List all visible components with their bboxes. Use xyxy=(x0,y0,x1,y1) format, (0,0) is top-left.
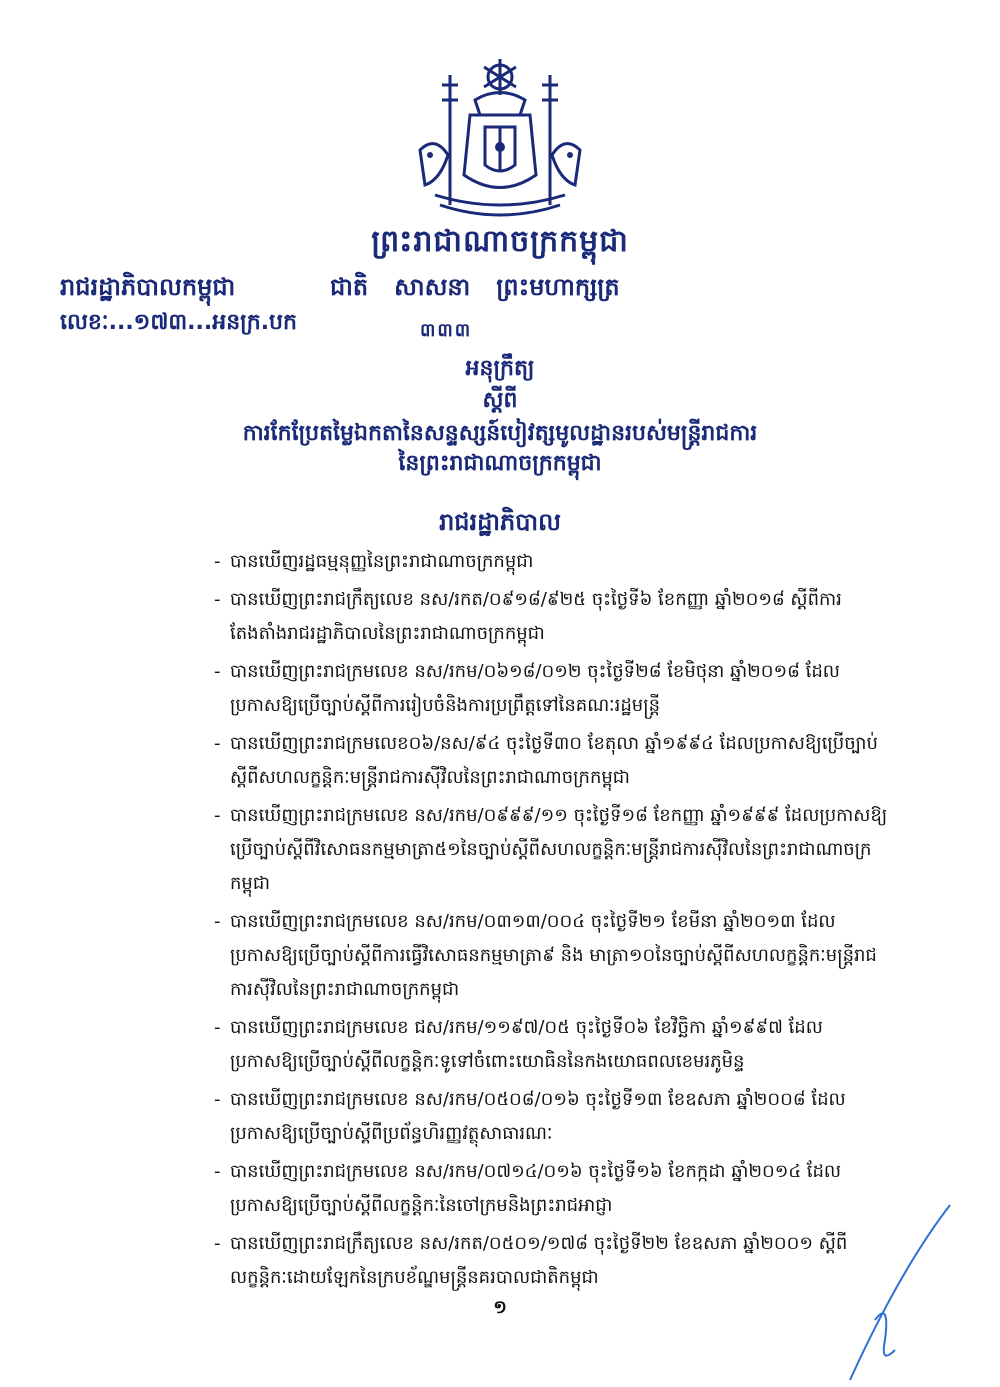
list-item: - បានឃើញព្រះរាជក្រមលេខ នស/រកម/០៧១៤/០១៦ ចុះថ្ងៃទី១៦ ខែកក្កដា ឆ្នាំ២០១៤ ដែលប្រកាសឱ្យប្រើច្បាប់ស្តីពីលក្ខន្តិកៈនៃចៅក្រមនិងព្រះរាជអាជ្ញា xyxy=(218,1155,888,1223)
list-item: - បានឃើញព្រះរាជក្រមលេខ នស/រកម/០៣១៣/០០៤ ចុះថ្ងៃទី២១ ខែមីនា ឆ្នាំ២០១៣ ដែលប្រកាសឱ្យប្រើច្បាប់ស្តីពីការធ្វើវិសោធនកម្មមាត្រា៩ និង មាត្រា១០នៃច្បាប់ស្តីពីសហលក្ខន្តិកៈមន្ត្រីរាជការស៊ីវិលនៃព្រះរាជាណាចក្រកម្ពុជា xyxy=(218,905,888,1007)
motto-king: ព្រះមហាក្សត្រ xyxy=(496,273,620,301)
document-about: ស្តីពី xyxy=(482,388,518,413)
kingdom-heading: ព្រះរាជាណាចក្រកម្ពុជា xyxy=(371,224,629,259)
document-subject-line-2: នៃព្រះរាជាណាចក្រកម្ពុជា xyxy=(398,451,602,476)
motto-divider-ornament: ៣៣៣ xyxy=(420,320,473,341)
section-heading: រាជរដ្ឋាភិបាល xyxy=(439,508,561,536)
list-item: - បានឃើញព្រះរាជក្រឹត្យលេខ នស/រកត/០៩១៨/៩២៥ ចុះថ្ងៃទី៦ ខែកញ្ញា ឆ្នាំ២០១៨ ស្តីពីការតែងតាំងរាជរដ្ឋាភិបាលនៃព្រះរាជាណាចក្រកម្ពុជា xyxy=(218,583,888,651)
document-type: អនុក្រឹត្យ xyxy=(465,356,535,381)
list-item: - បានឃើញព្រះរាជក្រឹត្យលេខ នស/រកត/០៥០១/១៧៨ ចុះថ្ងៃទី២២ ខែឧសភា ឆ្នាំ២០០១ ស្តីពីលក្ខន្តិកៈដោយឡែកនៃក្របខ័ណ្ឌមន្ត្រីនគរបាលជាតិកម្ពុជា xyxy=(218,1227,888,1295)
motto-religion: សាសនា xyxy=(394,273,471,301)
list-item: - បានឃើញព្រះរាជក្រមលេខ នស/រកម/០៦១៨/០១២ ចុះថ្ងៃទី២៨ ខែមិថុនា ឆ្នាំ២០១៨ ដែលប្រកាសឱ្យប្រើច្បាប់ស្តីពីការរៀបចំនិងការប្រព្រឹត្តទៅនៃគណៈរដ្ឋមន្ត្រី xyxy=(218,655,888,723)
document-number: លេខៈ...១៧៣...អនក្រ.បក xyxy=(60,310,297,335)
preamble-clauses xyxy=(218,545,888,1299)
government-name: រាជរដ្ឋាភិបាលកម្ពុជា xyxy=(60,273,236,301)
motto-nation: ជាតិ xyxy=(330,273,369,301)
page-number: ១ xyxy=(493,1297,507,1318)
list-item: - បានឃើញព្រះរាជក្រមលេខ នស/រកម/០៥០៨/០១៦ ចុះថ្ងៃទី១៣ ខែឧសភា ឆ្នាំ២០០៨ ដែលប្រកាសឱ្យប្រើច្បាប់ស្តីពីប្រព័ន្ធហិរញ្ញវត្ថុសាធារណៈ xyxy=(218,1083,888,1151)
signature-pen-stroke xyxy=(830,1200,970,1387)
list-item: - បានឃើញព្រះរាជក្រមលេខ នស/រកម/០៩៩៩/១១ ចុះថ្ងៃទី១៨ ខែកញ្ញា ឆ្នាំ១៩៩៩ ដែលប្រកាសឱ្យប្រើច្បាប់ស្តីពីវិសោធនកម្មមាត្រា៥១នៃច្បាប់ស្តីពីសហលក្ខន្តិកៈមន្ត្រីរាជការស៊ីវិលនៃព្រះរាជាណាចក្រកម្ពុជា xyxy=(218,799,888,901)
royal-coat-of-arms-icon xyxy=(410,55,590,225)
national-motto xyxy=(330,272,690,307)
list-item: - បានឃើញព្រះរាជក្រមលេខ ជស/រកម/១១៩៧/០៥ ចុះថ្ងៃទី០៦ ខែវិច្ឆិកា ឆ្នាំ១៩៩៧ ដែលប្រកាសឱ្យប្រើច្បាប់ស្តីពីលក្ខន្តិកៈទូទៅចំពោះយោធិននៃកងយោធពលខេមរភូមិន្ទ xyxy=(218,1011,888,1079)
list-item: - បានឃើញព្រះរាជក្រមលេខ០៦/នស/៩៤ ចុះថ្ងៃទី៣០ ខែតុលា ឆ្នាំ១៩៩៤ ដែលប្រកាសឱ្យប្រើច្បាប់ស្តីពីសហលក្ខន្តិកៈមន្ត្រីរាជការស៊ីវិលនៃព្រះរាជាណាចក្រកម្ពុជា xyxy=(218,727,888,795)
title-block xyxy=(0,355,1000,479)
document-subject-line-1: ការកែប្រែតម្លៃឯកតានៃសន្ទស្សន៍បៀវត្សមូលដ្ឋានរបស់មន្ត្រីរាជការ xyxy=(242,421,758,446)
list-item: - បានឃើញរដ្ឋធម្មនុញ្ញនៃព្រះរាជាណាចក្រកម្ពុជា xyxy=(218,545,888,579)
